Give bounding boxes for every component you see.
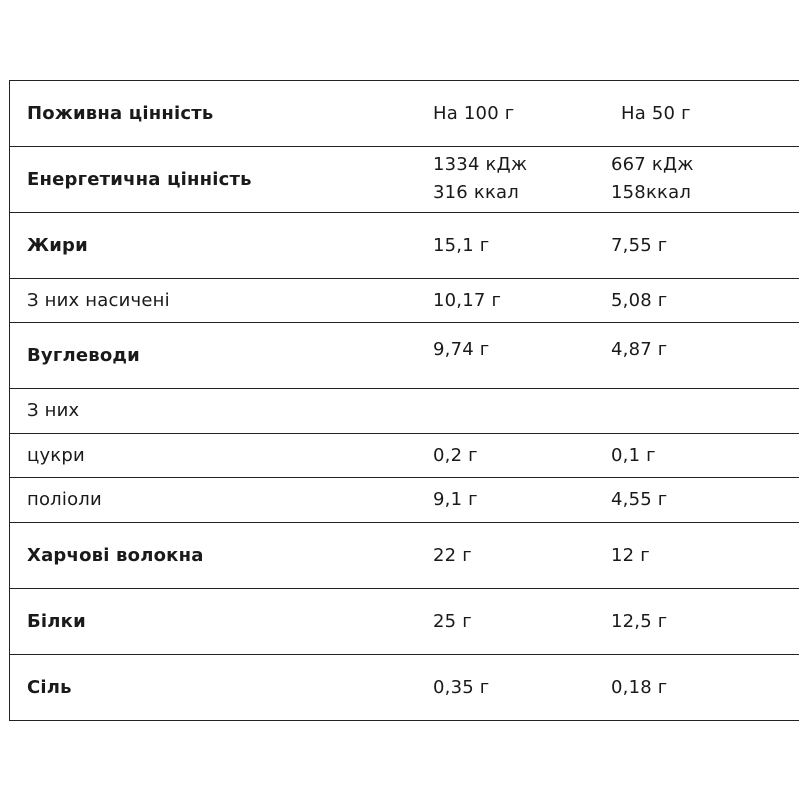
row-value-100g: 0,35 г xyxy=(433,676,490,698)
row-label: З них xyxy=(27,400,80,421)
energy-50g-kj: 667 кДж xyxy=(611,154,694,175)
row-label: З них насичені xyxy=(27,289,170,311)
row-value-50g: 12,5 г xyxy=(611,610,668,632)
row-value-50g: 5,08 г xyxy=(611,289,668,311)
nutrition-table xyxy=(9,80,799,721)
table-row-fat xyxy=(10,213,799,279)
row-label: Сіль xyxy=(27,676,72,698)
row-value-100g: 22 г xyxy=(433,544,472,566)
table-row-energy xyxy=(10,147,799,213)
table-row-fiber xyxy=(10,523,799,589)
row-value-50g: 0,18 г xyxy=(611,676,668,698)
row-value-50g: 7,55 г xyxy=(611,234,668,256)
table-row-carbs xyxy=(10,323,799,389)
row-label: цукри xyxy=(27,444,85,466)
row-value-100g: 25 г xyxy=(433,610,472,632)
row-label: Жири xyxy=(27,234,88,256)
row-value-100g: 0,2 г xyxy=(433,444,478,466)
row-value-100g: 9,74 г xyxy=(433,339,490,360)
table-row-of-which xyxy=(10,389,799,434)
table-row-saturated xyxy=(10,279,799,323)
row-value-50g: 4,55 г xyxy=(611,489,668,510)
row-value-100g: 9,1 г xyxy=(433,489,478,510)
table-row-sugars xyxy=(10,434,799,478)
energy-100g-kj: 1334 кДж xyxy=(433,154,528,175)
row-value-100g: 15,1 г xyxy=(433,234,490,256)
row-label: Білки xyxy=(27,610,86,632)
header-per-50g: На 50 г xyxy=(621,102,691,124)
table-row-protein xyxy=(10,589,799,655)
row-value-50g: 0,1 г xyxy=(611,444,656,466)
header-label: Поживна цінність xyxy=(27,102,214,124)
energy-100g-kcal: 316 ккал xyxy=(433,182,519,203)
table-header-row xyxy=(10,81,799,147)
table-row-salt xyxy=(10,655,799,721)
table-row-polyols xyxy=(10,478,799,523)
row-label: Вуглеводи xyxy=(27,344,140,366)
row-label: поліоли xyxy=(27,489,102,510)
energy-50g-kcal: 158ккал xyxy=(611,182,692,203)
row-value-100g: 10,17 г xyxy=(433,289,502,311)
row-value-50g: 4,87 г xyxy=(611,339,668,360)
row-value-50g: 12 г xyxy=(611,544,650,566)
header-per-100g: На 100 г xyxy=(433,102,515,124)
row-label: Енергетична цінність xyxy=(27,168,252,190)
row-label: Харчові волокна xyxy=(27,544,204,566)
